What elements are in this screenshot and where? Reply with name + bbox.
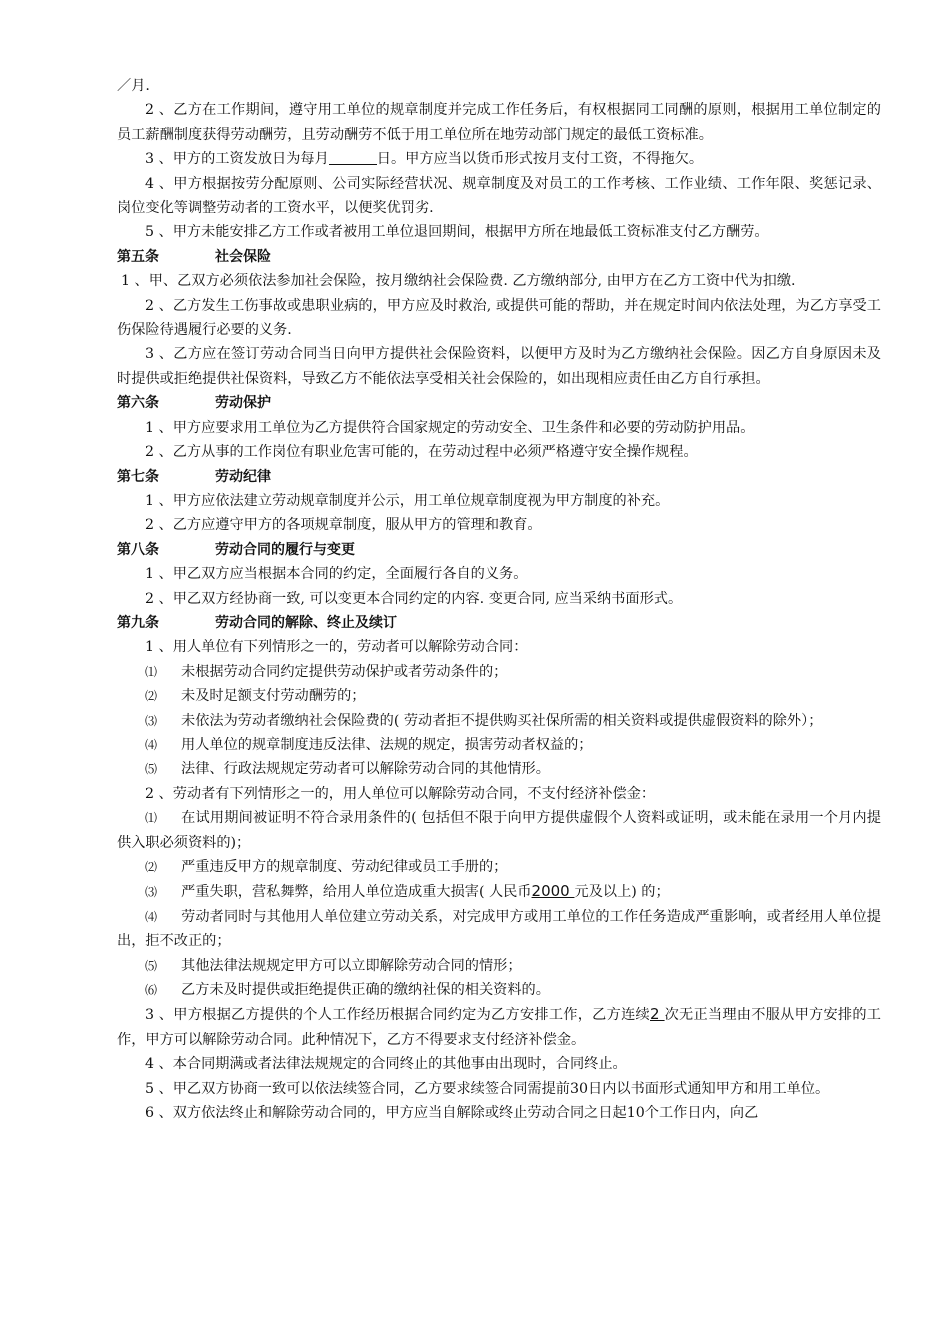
article-8-clause-1: 1 、甲乙双方应当根据本合同的约定，全面履行各自的义务。 <box>145 566 528 583</box>
article-8-heading: 第八条 劳动合同的履行与变更 <box>117 541 355 558</box>
article-5-clause-2: 2 、乙方发生工伤事故或患职业病的，甲方应及时救治, 或提供可能的帮助，并在规定时间内依法处理，为乙方享受工伤保险待遇履行必要的义务. <box>117 297 881 339</box>
article-7-clause-1: 1 、甲方应依法建立劳动规章制度并公示，用工单位规章制度视为甲方制度的补充。 <box>145 492 670 509</box>
wage-clause-2: 2 、乙方在工作期间，遵守用工单位的规章制度并完成工作任务后，有权根据同工同酬的原则，根据用工单位制定的员工薪酬制度获得劳动酬劳，且劳动酬劳不低于用工单位所在地劳动部门规定的最低工资标准。 <box>117 102 881 143</box>
document-page <box>117 74 881 1125</box>
article-8-clause-2: 2 、甲乙双方经协商一致, 可以变更本合同约定的内容. 变更合同, 应当采纳书面形式。 <box>145 590 683 607</box>
list-item: ⑵ 未及时足额支付劳动酬劳的； <box>145 688 366 705</box>
list-item: ⑷ 用人单位的规章制度违反法律、法规的规定，损害劳动者权益的； <box>145 736 593 753</box>
article-6-heading: 第六条 劳动保护 <box>117 395 271 412</box>
list-item: ⑵ 严重违反甲方的规章制度、劳动纪律或员工手册的； <box>145 859 508 875</box>
list-item: ⑹ 乙方未及时提供或拒绝提供正确的缴纳社保的相关资料的。 <box>145 982 550 999</box>
article-9-clause-1: 1 、用人单位有下列情形之一的，劳动者可以解除劳动合同： <box>145 639 528 656</box>
article-9-clause-5: 5 、甲乙双方协商一致可以依法续签合同，乙方要求续签合同需提前30日内以书面形式通知甲方和用工单位。 <box>145 1080 830 1097</box>
list-item: ⑸ 法律、行政法规规定劳动者可以解除劳动合同的其他情形。 <box>145 761 550 778</box>
list-item: ⑸ 其他法律法规规定甲方可以立即解除劳动合同的情形； <box>145 957 522 974</box>
article-9-clause-6: 6 、双方依法终止和解除劳动合同的，甲方应当自解除或终止劳动合同之日起10个工作日内，向乙 <box>145 1105 759 1122</box>
article-6-clause-1: 1 、甲方应要求用工单位为乙方提供符合国家规定的劳动安全、卫生条件和必要的劳动防护用品。 <box>145 419 755 436</box>
wage-clause-3: 3 、甲方的工资发放日为每月 日。甲方应当以货币形式按月支付工资，不得拖欠。 <box>145 151 704 168</box>
list-item: ⑷ 劳动者同时与其他用人单位建立劳动关系，对完成甲方或用工单位的工作任务造成严重影响，或者经用人单位提出，拒不改正的； <box>117 908 881 950</box>
article-5-clause-3: 3 、乙方应在签订劳动合同当日向甲方提供社会保险资料，以便甲方及时为乙方缴纳社会保险。因乙方自身原因未及时提供或拒绝提供社保资料，导致乙方不能依法享受相关社会保险的，如出现相应责任由乙方自行承担。 <box>117 346 881 387</box>
list-item: ⑶ 未依法为劳动者缴纳社会保险费的( 劳动者拒不提供购买社保所需的相关资料或提供虚假资料的除外）； <box>145 712 823 729</box>
wage-clause-4: 4 、甲方根据按劳分配原则、公司实际经营状况、规章制度及对员工的工作考核、工作业绩、工作年限、奖惩记录、岗位变化等调整劳动者的工资水平，以便奖优罚劣. <box>117 175 881 217</box>
payday-blank <box>329 150 377 165</box>
list-item: ⑴ 在试用期间被证明不符合录用条件的( 包括但不限于向甲方提供虚假个人资料或证明，或未能在录用一个月内提供入职必须资料的)； <box>117 810 881 851</box>
article-6-clause-2: 2 、乙方从事的工作岗位有职业危害可能的，在劳动过程中必须严格遵守安全操作规程。 <box>145 444 698 461</box>
wage-unit-line: ／月. <box>117 78 150 94</box>
article-9-clause-3: 3 、甲方根据乙方提供的个人工作经历根据合同约定为乙方安排工作，乙方连续2 次无正当理由不服从甲方安排的工作，甲方可以解除劳动合同。此种情况下，乙方不得要求支付经济补偿金。 <box>117 1005 881 1048</box>
refusal-count: 2 <box>649 1005 665 1024</box>
article-9-clause-2: 2 、劳动者有下列情形之一的，用人单位可以解除劳动合同，不支付经济补偿金： <box>145 785 656 802</box>
list-item: ⑶ 严重失职，营私舞弊，给用人单位造成重大损害( 人民币2000 元及以上) 的； <box>145 882 670 901</box>
article-5-clause-1: 1 、甲、乙双方必须依法参加社会保险，按月缴纳社会保险费. 乙方缴纳部分, 由甲方在乙方工资中代为扣缴. <box>121 273 796 290</box>
article-7-heading: 第七条 劳动纪律 <box>117 468 271 485</box>
article-5-heading: 第五条 社会保险 <box>117 248 271 265</box>
article-9-clause-4: 4 、本合同期满或者法律法规规定的合同终止的其他事由出现时，合同终止。 <box>145 1056 627 1073</box>
damage-amount: 2000 <box>531 882 575 901</box>
article-9-heading: 第九条 劳动合同的解除、终止及续订 <box>117 614 397 631</box>
wage-clause-5: 5 、甲方未能安排乙方工作或者被用工单位退回期间，根据甲方所在地最低工资标准支付乙方酬劳。 <box>145 224 769 241</box>
list-item: ⑴ 未根据劳动合同约定提供劳动保护或者劳动条件的； <box>145 663 508 680</box>
article-7-clause-2: 2 、乙方应遵守甲方的各项规章制度，服从甲方的管理和教育。 <box>145 517 542 534</box>
